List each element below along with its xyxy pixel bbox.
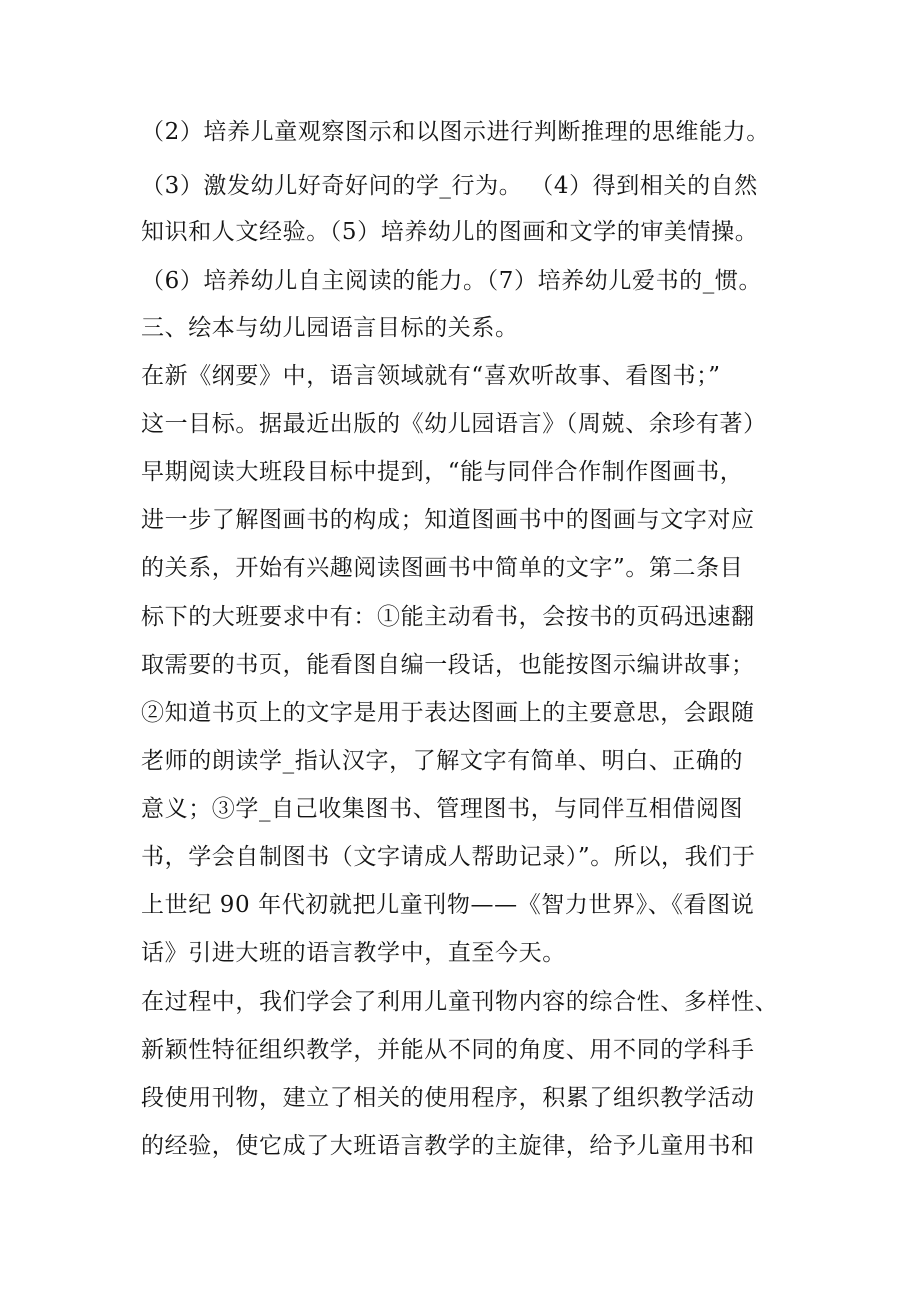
text-line: 知识和人文经验。（5）培养幼儿的图画和文学的审美情操。 bbox=[141, 219, 759, 245]
text-line: 老师的朗读学_指认汉字，了解文字有简单、明白、正确的 bbox=[141, 748, 744, 774]
text-line: （6）培养幼儿自主阅读的能力。（7）培养幼儿爱书的_惯。 bbox=[141, 268, 763, 294]
text-line: 在新《纲要》中，语言领域就有“喜欢听故事、看图书；” bbox=[141, 363, 721, 389]
text-line: 话》引进大班的语言教学中，直至今天。 bbox=[141, 940, 566, 966]
text-line: 的经验，使它成了大班语言教学的主旋律，给予儿童用书和 bbox=[141, 1133, 755, 1159]
text-line: ②知道书页上的文字是用于表达图画上的主要意思，会跟随 bbox=[141, 700, 755, 726]
text-line: 上世纪 90 年代初就把儿童刊物——《智力世界》、《看图说 bbox=[141, 892, 755, 918]
text-line: 新颖性特征组织教学，并能从不同的角度、用不同的学科手 bbox=[141, 1037, 755, 1063]
text-line: 书，学会自制图书（文字请成人帮助记录）”。所以，我们于 bbox=[141, 844, 756, 870]
text-line: 的关系，开始有兴趣阅读图画书中简单的文字”。第二条目 bbox=[141, 555, 744, 581]
text-line: （3）激发幼儿好奇好问的学_行为。 （4）得到相关的自然 bbox=[141, 173, 758, 199]
section-heading: 三、绘本与幼儿园语言目标的关系。 bbox=[141, 315, 519, 341]
text-line: 进一步了解图画书的构成；知道图画书中的图画与文字对应 bbox=[141, 507, 755, 533]
text-line: （2）培养儿童观察图示和以图示进行判断推理的思维能力。 bbox=[141, 119, 770, 145]
text-line: 标下的大班要求中有：①能主动看书，会按书的页码迅速翻 bbox=[141, 604, 755, 630]
text-line: 这一目标。据最近出版的《幼儿园语言》（周兢、余珍有著） bbox=[141, 411, 767, 437]
text-line: 意义；③学_自己收集图书、管理图书，与同伴互相借阅图 bbox=[141, 796, 744, 822]
text-line: 早期阅读大班段目标中提到，“能与同伴合作制作图画书， bbox=[141, 459, 744, 485]
text-line: 取需要的书页，能看图自编一段话，也能按图示编讲故事； bbox=[141, 652, 755, 678]
text-line: 段使用刊物，建立了相关的使用程序，积累了组织教学活动 bbox=[141, 1085, 755, 1111]
text-line: 在过程中，我们学会了利用儿童刊物内容的综合性、多样性、 bbox=[141, 989, 779, 1015]
